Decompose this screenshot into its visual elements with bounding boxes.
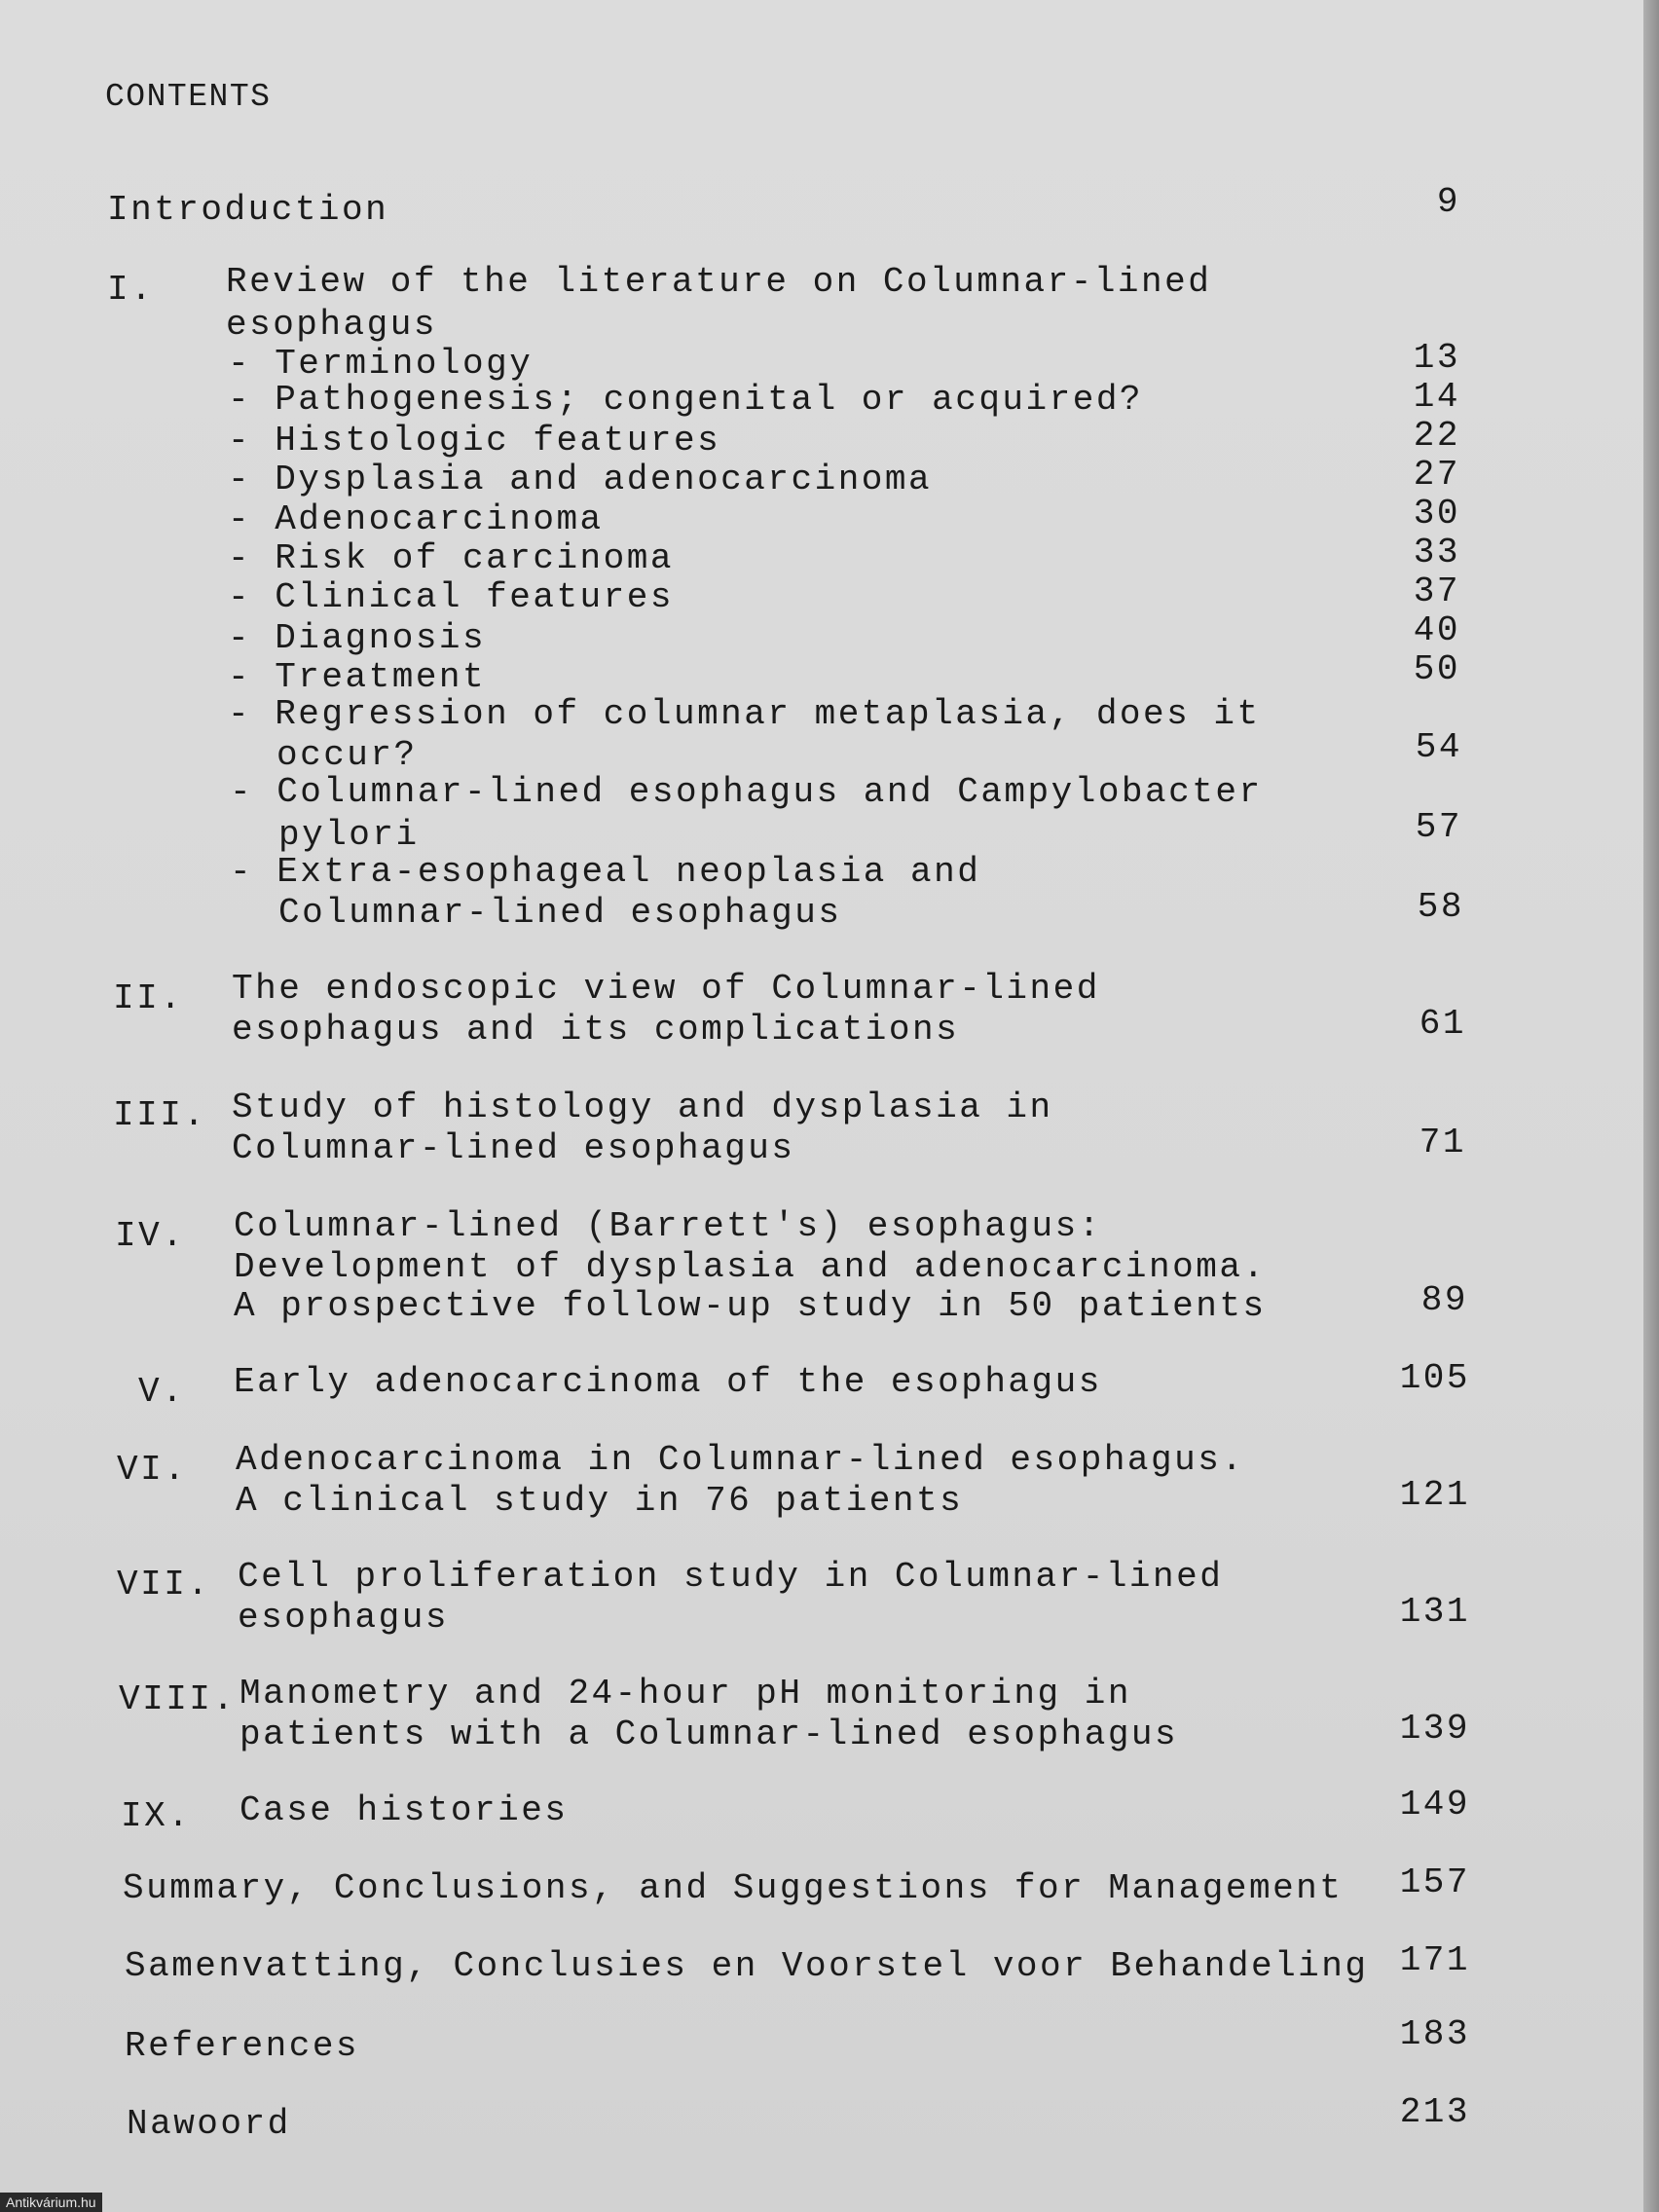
page-title: CONTENTS [105, 79, 272, 115]
chapter-title: Adenocarcinoma in Columnar-lined esophagus. [236, 1440, 1245, 1480]
toc-subentry: - Clinical features [228, 577, 674, 617]
toc-subentry: Columnar-lined esophagus [278, 893, 842, 933]
chapter-numeral: II. [113, 978, 184, 1018]
chapter-title: Columnar-lined esophagus [232, 1128, 795, 1168]
chapter-numeral: VI. [117, 1450, 188, 1490]
chapter-title: Cell proliferation study in Columnar-lined [238, 1557, 1224, 1597]
toc-page: 139 [1399, 1709, 1470, 1749]
page-edge-shadow [1643, 0, 1659, 2212]
toc-subentry: pylori [278, 815, 420, 855]
toc-page: 54 [1415, 727, 1462, 767]
chapter-title: patients with a Columnar-lined esophagus [240, 1714, 1179, 1754]
toc-page: 213 [1399, 2092, 1470, 2132]
toc-page-introduction: 9 [1436, 182, 1460, 222]
toc-page: 30 [1413, 494, 1460, 534]
toc-entry-introduction: Introduction [107, 190, 389, 230]
chapter-numeral: V. [138, 1372, 186, 1412]
toc-subentry: - Adenocarcinoma [228, 499, 604, 539]
toc-subentry: occur? [276, 735, 418, 775]
chapter-title: esophagus [238, 1598, 449, 1638]
chapter-title: Columnar-lined (Barrett's) esophagus: [234, 1206, 1102, 1246]
toc-page: 183 [1399, 2014, 1470, 2054]
toc-page: 33 [1413, 533, 1460, 572]
toc-page: 89 [1420, 1280, 1468, 1320]
toc-page: 22 [1413, 416, 1460, 456]
toc-subentry: - Histologic features [228, 421, 721, 461]
chapter-title: The endoscopic view of Columnar-lined [232, 969, 1100, 1009]
chapter-numeral: VII. [117, 1565, 211, 1604]
toc-subentry: - Risk of carcinoma [228, 538, 674, 578]
toc-page: 58 [1417, 887, 1464, 927]
chapter-numeral: I. [107, 270, 155, 310]
chapter-title: Case histories [240, 1790, 569, 1830]
toc-page: 13 [1413, 338, 1460, 378]
chapter-numeral: IV. [115, 1216, 186, 1256]
chapter-title: esophagus and its complications [232, 1010, 960, 1050]
toc-page: 149 [1399, 1785, 1470, 1825]
toc-subentry: - Columnar-lined esophagus and Campylobacter [230, 772, 1263, 812]
chapter-numeral: VIII. [119, 1679, 237, 1719]
toc-entry-samenvatting: Samenvatting, Conclusies en Voorstel voor Behandeling [125, 1946, 1369, 1986]
toc-entry-references: References [125, 2026, 360, 2066]
toc-subentry: - Regression of columnar metaplasia, does it [228, 694, 1261, 734]
toc-page: 40 [1413, 610, 1460, 650]
toc-page: 131 [1399, 1592, 1470, 1632]
toc-subentry: - Terminology [228, 344, 534, 384]
toc-page: 27 [1413, 455, 1460, 495]
toc-subentry: - Dysplasia and adenocarcinoma [228, 460, 933, 499]
chapter-title: A clinical study in 76 patients [236, 1481, 964, 1521]
toc-page: 50 [1413, 649, 1460, 689]
toc-page: 14 [1413, 377, 1460, 417]
chapter-numeral: III. [113, 1095, 207, 1135]
toc-page: 121 [1399, 1475, 1470, 1515]
toc-page: 171 [1399, 1940, 1470, 1980]
toc-entry-summary: Summary, Conclusions, and Suggestions for Management [123, 1868, 1344, 1908]
chapter-title: Study of histology and dysplasia in [232, 1088, 1053, 1127]
toc-page: 71 [1419, 1123, 1466, 1162]
toc-subentry: - Extra-esophageal neoplasia and [230, 852, 981, 892]
chapter-title: A prospective follow-up study in 50 patients [234, 1286, 1267, 1326]
toc-subentry: - Diagnosis [228, 618, 487, 658]
toc-page: 57 [1415, 807, 1462, 847]
site-watermark: Antikvárium.hu [0, 2193, 102, 2212]
toc-page: 157 [1399, 1862, 1470, 1902]
chapter-title: Early adenocarcinoma of the esophagus [234, 1362, 1102, 1402]
toc-page: 61 [1419, 1004, 1466, 1044]
chapter-numeral: IX. [121, 1796, 192, 1836]
toc-subentry: - Pathogenesis; congenital or acquired? [228, 380, 1144, 420]
toc-page: 37 [1413, 571, 1460, 611]
toc-entry-nawoord: Nawoord [127, 2104, 291, 2144]
chapter-title: Manometry and 24-hour pH monitoring in [240, 1674, 1131, 1714]
chapter-title: esophagus [226, 305, 437, 345]
toc-page: 105 [1399, 1358, 1470, 1398]
toc-subentry: - Treatment [228, 657, 487, 697]
chapter-title: Review of the literature on Columnar-lined [226, 262, 1212, 302]
chapter-title: Development of dysplasia and adenocarcinoma. [234, 1247, 1267, 1287]
